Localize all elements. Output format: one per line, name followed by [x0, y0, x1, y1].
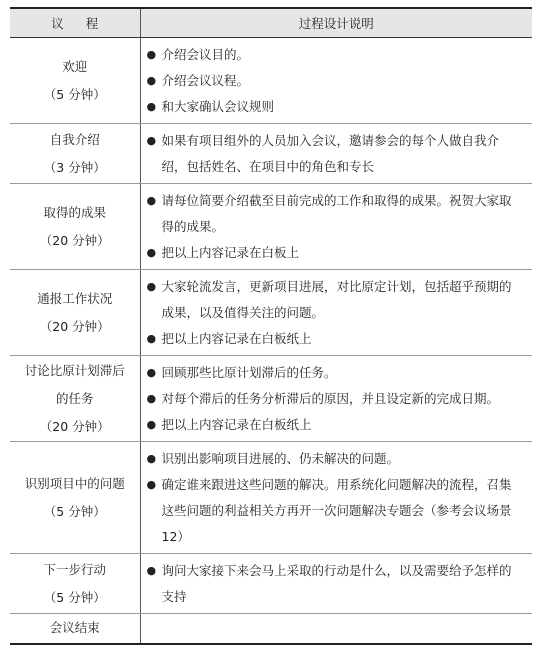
list-item: ● 介绍会议目的。 [147, 42, 523, 68]
topic-duration: （20 分钟） [39, 418, 110, 434]
bullet-icon: ● [146, 134, 157, 147]
bullet-icon: ● [146, 418, 157, 431]
list-item: ● 把以上内容记录在白板纸上 [147, 412, 523, 438]
table-row [10, 270, 532, 356]
list-item: ● 请每位简要介绍截至目前完成的工作和取得的成果。祝贺大家取得的成果。 [147, 188, 523, 240]
list-item: ● 和大家确认会议规则 [147, 94, 523, 120]
list-item: ● 询问大家接下来会马上采取的行动是什么，以及需要给予怎样的支持 [147, 558, 523, 610]
header-topic: 议程 [10, 8, 140, 38]
bullet-icon: ● [146, 332, 157, 345]
agenda-topic-introductions [10, 124, 140, 184]
agenda-description-empty [140, 614, 532, 644]
topic-title: 识别项目中的问题 [24, 475, 125, 491]
agenda-description [140, 442, 532, 554]
topic-duration: （5 分钟） [43, 86, 106, 102]
list-item: ● 介绍会议议程。 [147, 68, 523, 94]
agenda-description [140, 38, 532, 124]
header-description: 过程设计说明 [140, 8, 532, 38]
bullet-icon: ● [146, 478, 157, 491]
topic-title: 自我介绍 [49, 131, 100, 147]
bullet-icon: ● [146, 100, 157, 113]
bullet-icon: ● [146, 366, 157, 379]
agenda-description [140, 184, 532, 270]
bullet-icon: ● [146, 280, 157, 293]
agenda-table [10, 7, 532, 645]
topic-title: 欢迎 [62, 58, 88, 74]
topic-duration: （3 分钟） [43, 159, 106, 175]
bullet-icon: ● [146, 194, 157, 207]
header-row [10, 8, 532, 38]
agenda-topic-meeting-end [10, 614, 140, 644]
list-item: ● 对每个滞后的任务分析滞后的原因，并且设定新的完成日期。 [147, 386, 523, 412]
bullet-icon: ● [146, 246, 157, 259]
topic-title: 下一步行动 [43, 561, 106, 577]
bullet-icon: ● [146, 74, 157, 87]
topic-title: 讨论比原计划滞后 [24, 362, 125, 378]
agenda-description [140, 356, 532, 442]
topic-duration: （5 分钟） [43, 503, 106, 519]
table-row [10, 124, 532, 184]
agenda-topic-status [10, 270, 140, 356]
bullet-icon: ● [146, 564, 157, 577]
list-item: ● 回顾那些比原计划滞后的任务。 [147, 360, 523, 386]
list-item: ● 把以上内容记录在白板上 [147, 240, 523, 266]
topic-title: 会议结束 [49, 620, 100, 636]
agenda-description [140, 270, 532, 356]
table-row [10, 442, 532, 554]
bullet-icon: ● [146, 392, 157, 405]
topic-title: 取得的成果 [43, 204, 106, 220]
agenda-topic-results [10, 184, 140, 270]
list-item: ● 确定谁来跟进这些问题的解决。用系统化问题解决的流程，召集这些问题的利益相关方再开一次问题解决专题会（参考会议场景 12） [147, 472, 523, 550]
topic-duration: （5 分钟） [43, 589, 106, 605]
table-row [10, 184, 532, 270]
table-row [10, 614, 532, 644]
agenda-topic-welcome [10, 38, 140, 124]
agenda-topic-issues [10, 442, 140, 554]
table-row [10, 356, 532, 442]
topic-title: 通报工作状况 [37, 290, 113, 306]
topic-title-continued: 的任务 [55, 390, 94, 406]
agenda-topic-next-steps [10, 554, 140, 614]
table-row [10, 554, 532, 614]
list-item: ● 识别出影响项目进展的、仍未解决的问题。 [147, 446, 523, 472]
bullet-icon: ● [146, 48, 157, 61]
topic-duration: （20 分钟） [39, 232, 110, 248]
list-item: ● 大家轮流发言，更新项目进展，对比原定计划，包括超乎预期的成果，以及值得关注的问题。 [147, 274, 523, 326]
bullet-icon: ● [146, 452, 157, 465]
table-row [10, 38, 532, 124]
list-item: ● 把以上内容记录在白板纸上 [147, 326, 523, 352]
topic-duration: （20 分钟） [39, 318, 110, 334]
agenda-description [140, 124, 532, 184]
agenda-description [140, 554, 532, 614]
list-item: ● 如果有项目组外的人员加入会议，邀请参会的每个人做自我介绍，包括姓名、在项目中的角色和专长 [147, 128, 523, 180]
agenda-topic-delayed-tasks [10, 356, 140, 442]
